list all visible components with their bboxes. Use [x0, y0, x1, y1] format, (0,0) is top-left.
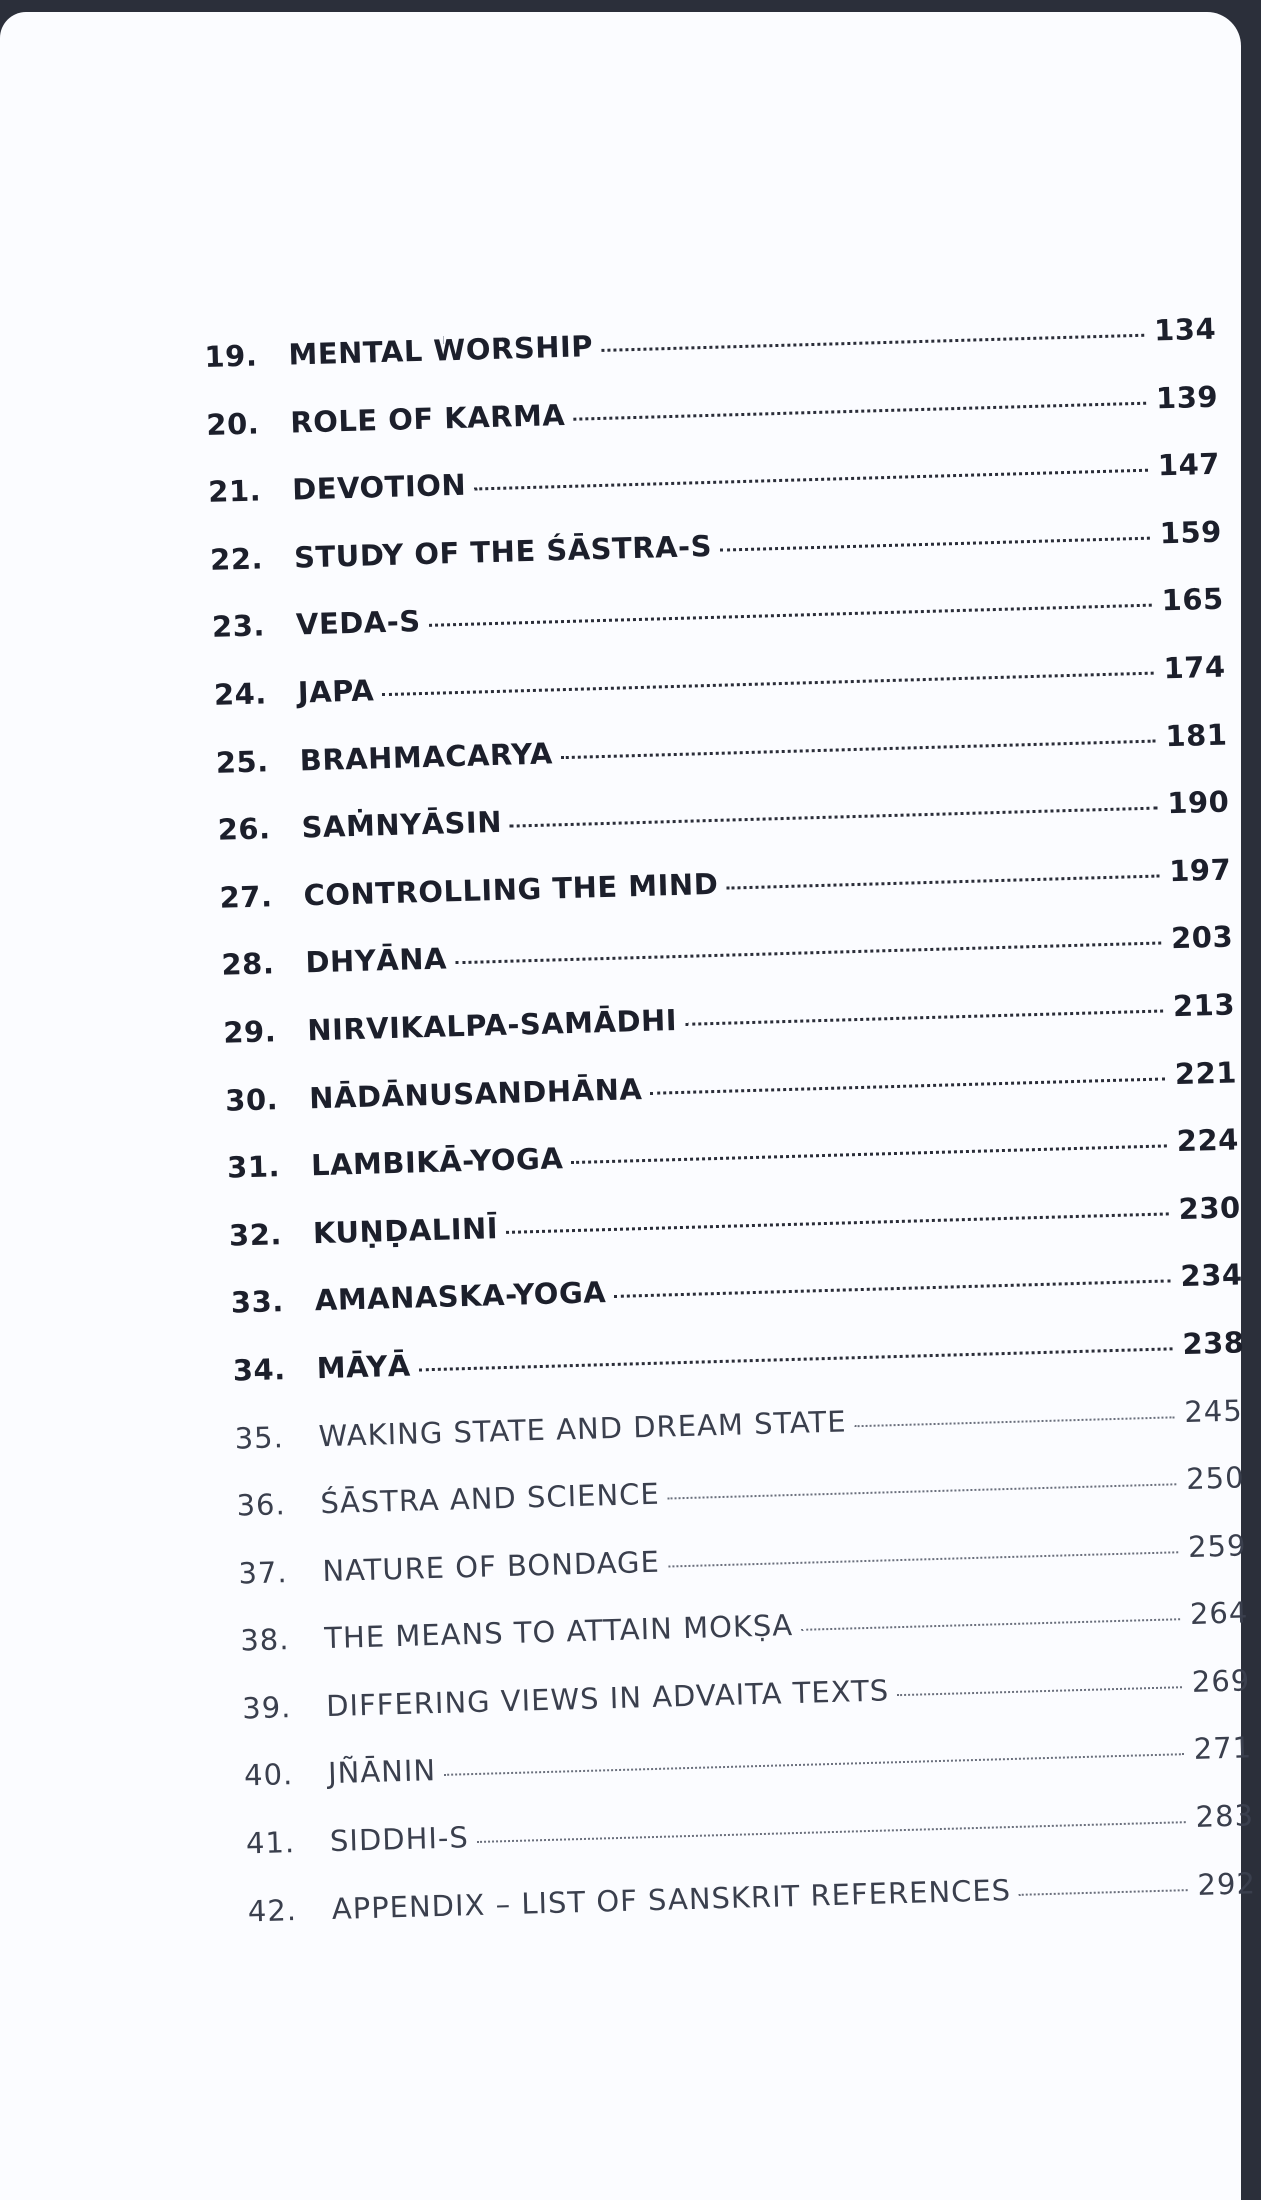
entry-number: 21.: [207, 473, 262, 510]
entry-page: 181: [1164, 717, 1228, 753]
entry-number: 39.: [241, 1689, 292, 1726]
table-of-contents: [204, 311, 1257, 1962]
dot-leader: [382, 672, 1154, 697]
entry-page: 250: [1185, 1460, 1246, 1497]
dot-leader: [668, 1551, 1178, 1567]
entry-title: BRAHMACARYA: [299, 735, 554, 778]
entry-title: THE MEANS TO ATTAIN MOKṢA: [323, 1608, 794, 1656]
entry-number: 41.: [245, 1825, 296, 1861]
entry-number: 36.: [236, 1487, 287, 1523]
entry-page: 264: [1189, 1595, 1249, 1632]
dot-leader: [429, 604, 1152, 627]
dot-leader: [510, 807, 1157, 828]
entry-title: ROLE OF KARMA: [289, 397, 566, 440]
entry-title: STUDY OF THE ŚĀSTRA-S: [293, 528, 713, 575]
entry-title: JAPA: [297, 673, 375, 710]
entry-page: 174: [1163, 649, 1227, 686]
entry-number: 32.: [228, 1216, 283, 1253]
entry-number: 30.: [224, 1081, 279, 1118]
entry-number: 19.: [204, 338, 258, 374]
entry-page: 245: [1183, 1392, 1244, 1429]
entry-page: 292: [1197, 1865, 1257, 1902]
entry-title: JÑĀNIN: [327, 1753, 437, 1791]
entry-page: 283: [1195, 1798, 1255, 1834]
dot-leader: [668, 1483, 1177, 1499]
entry-page: 134: [1153, 311, 1217, 348]
dot-leader: [801, 1619, 1180, 1632]
entry-title: SIDDHI-S: [329, 1820, 470, 1859]
entry-number: 26.: [217, 811, 272, 847]
dot-leader: [477, 1821, 1186, 1843]
dot-leader: [474, 469, 1148, 491]
entry-title: VEDA-S: [295, 604, 422, 642]
dot-leader: [573, 401, 1146, 420]
dot-leader: [685, 1009, 1163, 1025]
dot-leader: [419, 1347, 1173, 1371]
entry-number: 40.: [243, 1757, 294, 1793]
dot-leader: [650, 1077, 1165, 1094]
entry-page: 238: [1181, 1325, 1245, 1361]
entry-number: 22.: [209, 541, 264, 577]
entry-title: WAKING STATE AND DREAM STATE: [318, 1403, 847, 1453]
entry-page: 147: [1157, 446, 1221, 483]
entry-title: CONTROLLING THE MIND: [303, 866, 719, 913]
entry-number: 25.: [215, 743, 270, 780]
entry-number: 29.: [222, 1014, 277, 1050]
entry-title: SAṀNYĀSIN: [301, 805, 503, 845]
entry-page: 221: [1174, 1054, 1238, 1091]
dot-leader: [571, 1145, 1167, 1165]
dot-leader: [444, 1754, 1184, 1777]
entry-number: 37.: [237, 1554, 289, 1591]
entry-page: 197: [1168, 852, 1232, 889]
entry-title: NATURE OF BONDAGE: [321, 1544, 661, 1588]
entry-number: 27.: [219, 879, 273, 915]
dot-leader: [601, 334, 1144, 352]
entry-number: 34.: [232, 1352, 287, 1388]
entry-title: NĀDĀNUSANDHĀNA: [308, 1071, 643, 1115]
entry-number: 33.: [230, 1284, 285, 1320]
dot-leader: [561, 739, 1156, 759]
entry-number: 23.: [211, 608, 266, 645]
entry-page: 165: [1161, 582, 1225, 618]
entry-number: 20.: [205, 406, 260, 442]
entry-page: 269: [1191, 1663, 1251, 1699]
entry-title: ŚĀSTRA AND SCIENCE: [320, 1476, 661, 1521]
entry-page: 259: [1187, 1528, 1247, 1564]
entry-page: 190: [1166, 784, 1230, 821]
entry-page: 203: [1170, 919, 1234, 956]
entry-title: MĀYĀ: [316, 1348, 412, 1386]
entry-page: 213: [1172, 987, 1236, 1024]
dot-leader: [855, 1416, 1175, 1427]
dot-leader: [897, 1686, 1182, 1696]
entry-number: 38.: [239, 1622, 290, 1658]
dot-leader: [455, 942, 1161, 965]
entry-number: 24.: [213, 676, 268, 712]
dot-leader: [726, 874, 1159, 889]
entry-title: DEVOTION: [291, 467, 467, 507]
dot-leader: [614, 1280, 1170, 1299]
entry-title: DHYĀNA: [304, 941, 448, 980]
entry-page: 234: [1180, 1257, 1244, 1294]
entry-page: 159: [1159, 514, 1223, 551]
entry-number: 31.: [226, 1149, 281, 1185]
entry-page: 139: [1155, 379, 1219, 416]
entry-title: AMANASKA-YOGA: [314, 1275, 607, 1318]
entry-number: 28.: [220, 946, 275, 983]
entry-number: 42.: [247, 1892, 298, 1929]
dot-leader: [1019, 1889, 1188, 1896]
dot-leader: [720, 536, 1150, 551]
entry-title: LAMBIKĀ-YOGA: [310, 1141, 564, 1183]
entry-title: APPENDIX – LIST OF SANSKRIT REFERENCES: [331, 1872, 1012, 1926]
entry-page: 230: [1178, 1190, 1242, 1226]
entry-title: NIRVIKALPA-SAMĀDHI: [306, 1003, 678, 1048]
dot-leader: [506, 1212, 1169, 1234]
entry-title: MENTAL WORSHIP: [287, 329, 594, 372]
entry-title: DIFFERING VIEWS IN ADVAITA TEXTS: [325, 1673, 890, 1723]
entry-number: 35.: [234, 1419, 285, 1456]
entry-page: 224: [1176, 1122, 1240, 1159]
entry-page: 271: [1193, 1730, 1253, 1767]
entry-title: KUṆḌALINĪ: [312, 1210, 499, 1251]
